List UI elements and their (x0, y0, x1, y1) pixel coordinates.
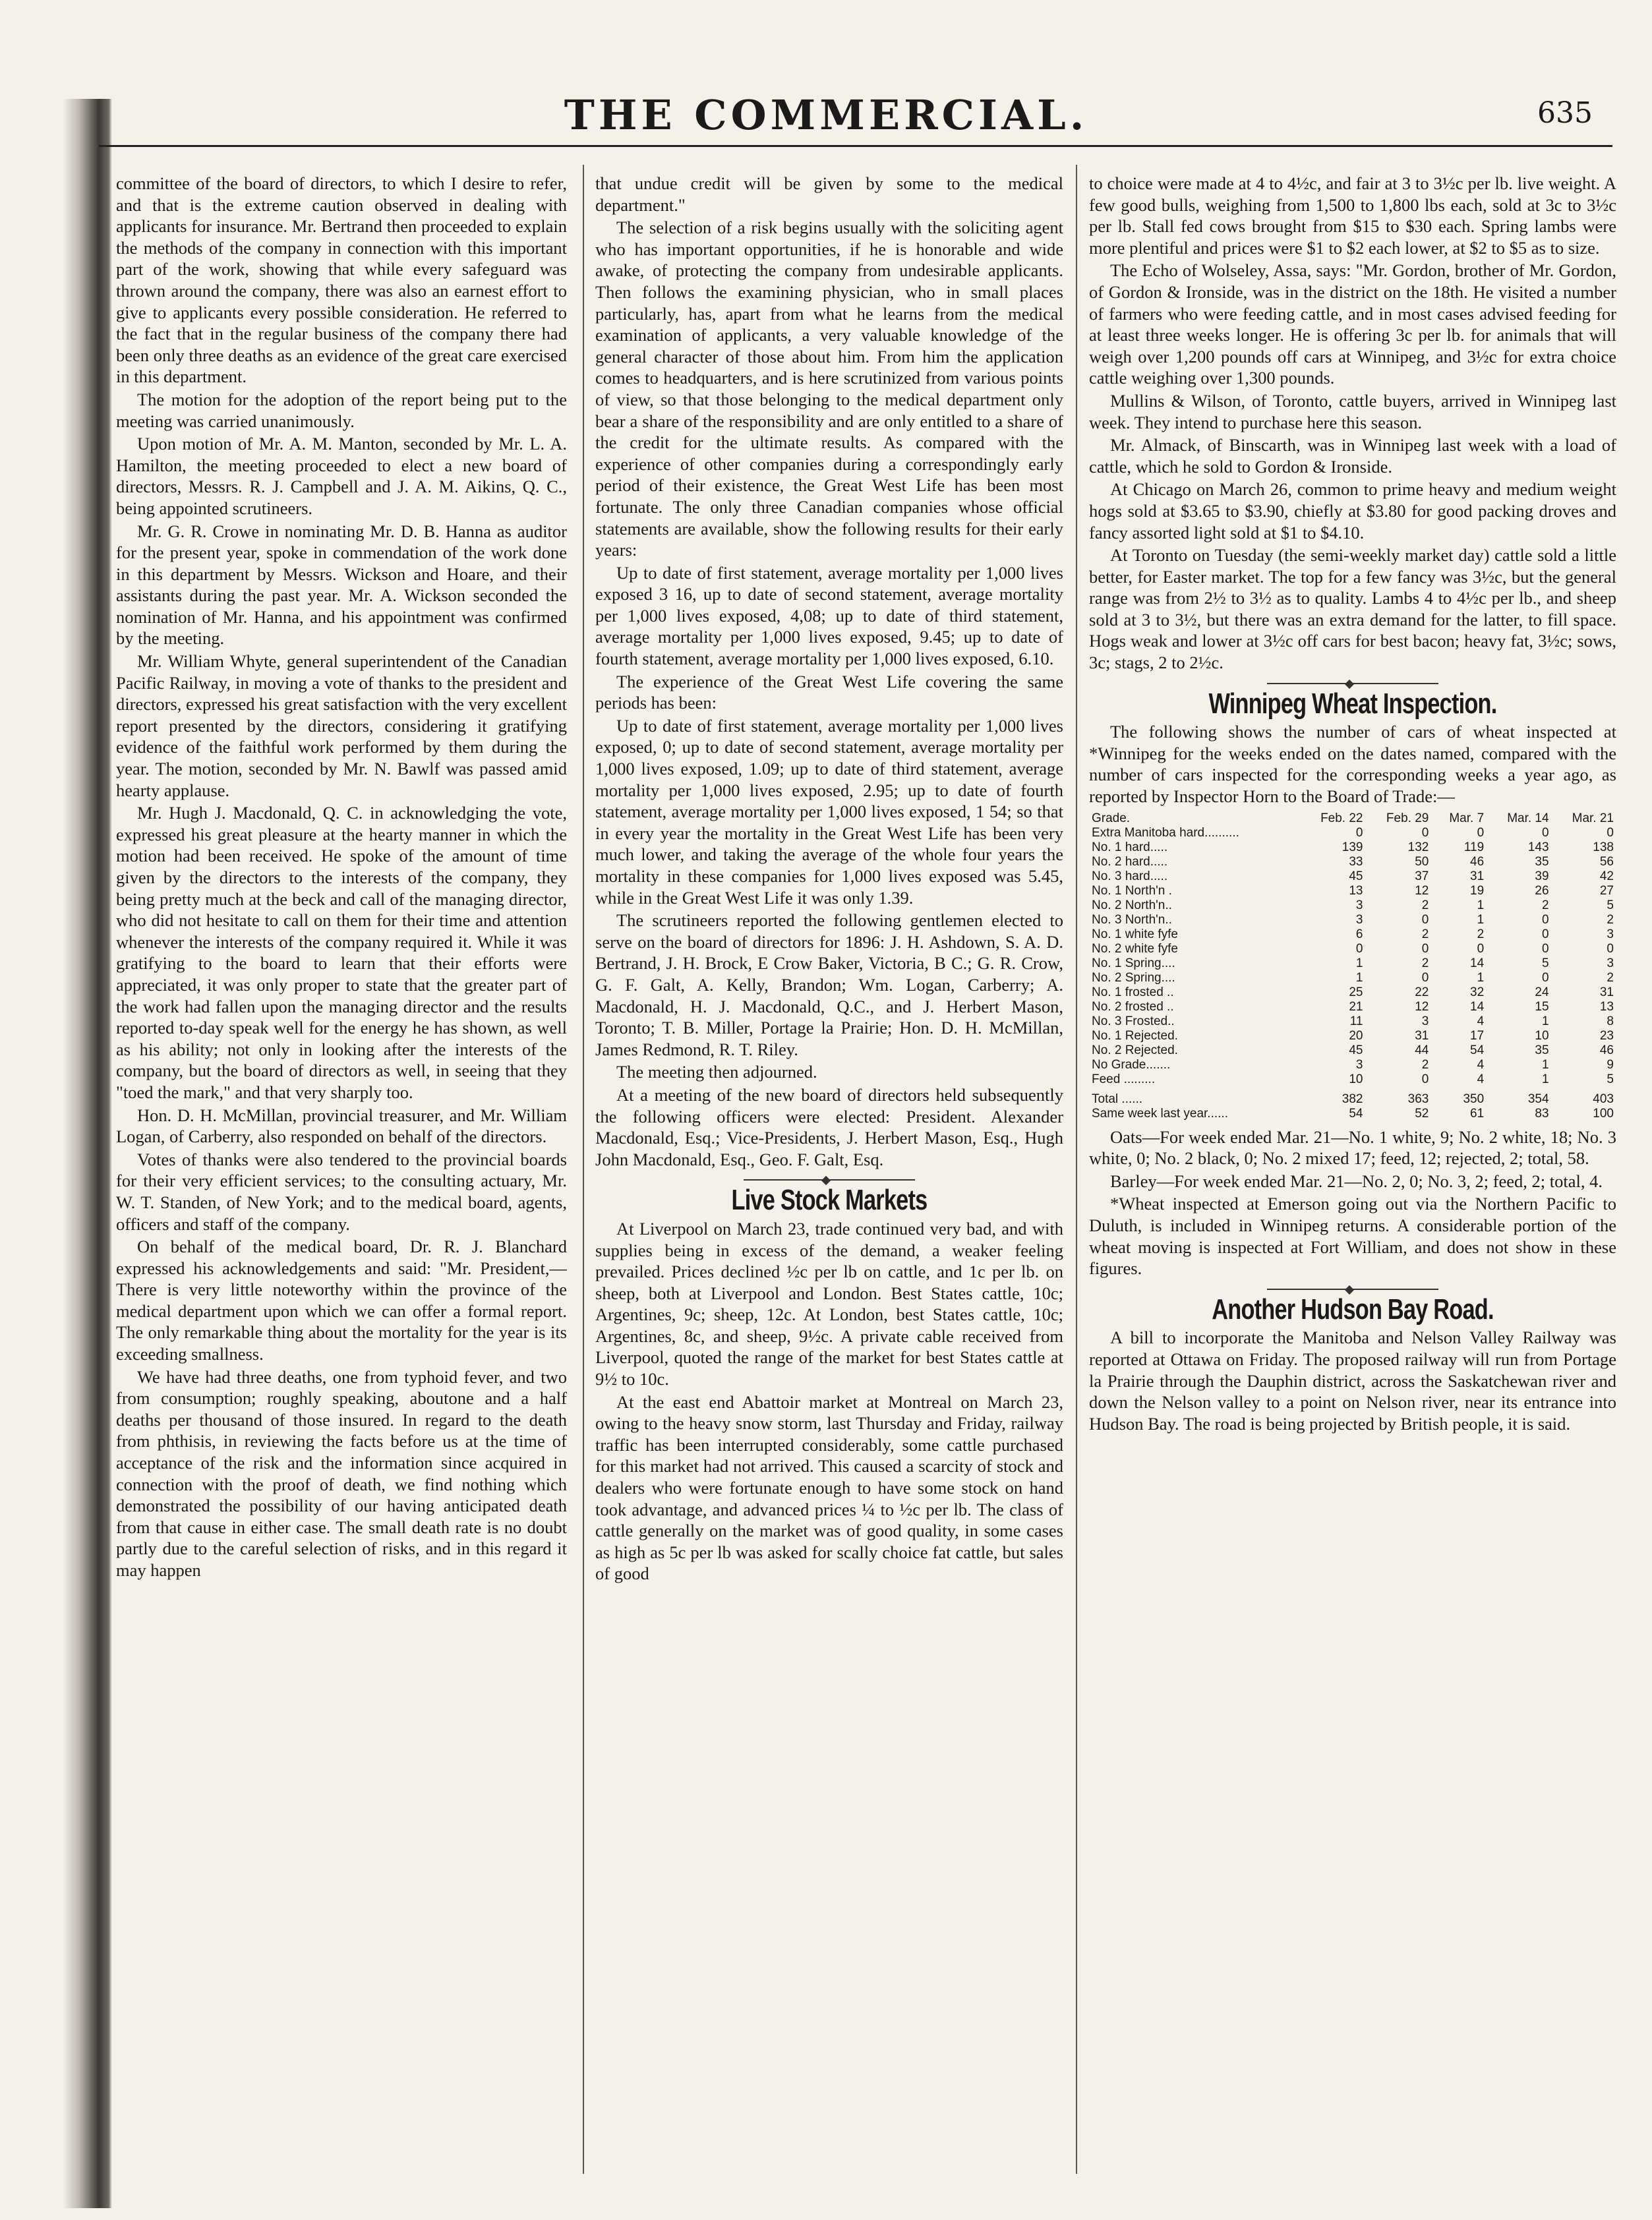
table-row (1089, 927, 1616, 942)
table-row (1089, 898, 1616, 913)
count-cell: 3 (1607, 927, 1614, 941)
count-cell: 3 (1355, 912, 1363, 927)
count-cell: 37 (1415, 869, 1429, 883)
count-cell: 52 (1415, 1106, 1429, 1121)
count-cell: 12 (1415, 999, 1429, 1014)
table-row (1089, 1043, 1616, 1058)
paragraph: that undue credit will be given by some to the medical department." (595, 173, 1063, 215)
count-cell: 2 (1541, 898, 1549, 912)
count-cell: 54 (1349, 1106, 1363, 1121)
column-divider (583, 165, 584, 2174)
count-cell: 382 (1342, 1092, 1363, 1106)
count-cell: 21 (1349, 999, 1363, 1014)
count-cell: 3 (1607, 956, 1614, 970)
grade-cell: No. 2 hard..... (1092, 854, 1168, 869)
grade-cell: No. 3 North'n.. (1092, 912, 1172, 927)
table-row (1089, 1087, 1616, 1107)
count-cell: 1 (1541, 1014, 1549, 1028)
count-cell: 45 (1349, 869, 1363, 883)
count-cell: 0 (1421, 1072, 1429, 1086)
table-row (1089, 956, 1616, 971)
table-header: Mar. 21 (1572, 811, 1614, 825)
grade-cell: No. 2 North'n.. (1092, 898, 1172, 912)
paragraph: The experience of the Great West Life covering the same periods has been: (595, 671, 1063, 713)
count-cell: 12 (1415, 883, 1429, 898)
count-cell: 350 (1463, 1092, 1485, 1106)
wheat-heading: Winnipeg Wheat Inspection. (1208, 687, 1497, 720)
count-cell: 6 (1355, 927, 1363, 941)
paragraph: Oats—For week ended Mar. 21—No. 1 white, 9; No. 2 white, 18; No. 3 white, 0; No. 2 black, 0; No. 2 mixed 17; feed, 12; rejected, 2; total, 58. (1089, 1126, 1616, 1169)
count-cell: 0 (1355, 941, 1363, 956)
table-header-row (1089, 811, 1616, 826)
count-cell: 14 (1470, 956, 1485, 970)
count-cell: 143 (1527, 840, 1549, 854)
count-cell: 17 (1470, 1028, 1485, 1043)
count-cell: 0 (1541, 970, 1549, 985)
count-cell: 139 (1342, 840, 1363, 854)
section-divider (744, 1179, 915, 1181)
table-row (1089, 1029, 1616, 1043)
count-cell: 5 (1607, 1072, 1614, 1086)
count-cell: 61 (1470, 1106, 1485, 1121)
count-cell: 10 (1535, 1028, 1549, 1043)
count-cell: 4 (1477, 1072, 1485, 1086)
count-cell: 20 (1349, 1028, 1363, 1043)
paragraph: Hon. D. H. McMillan, provincial treasurer, and Mr. William Logan, of Carberry, also responded on behalf of the directors. (116, 1105, 567, 1147)
paragraph: The selection of a risk begins usually with the soliciting agent who has important opportunities, if he is honorable and wide awake, of protecting the company from undesirable applicants. Then follows the examining physician, who in small places particularly, has, apart from what he learns from the medical examination of applicants, a very valuable knowledge of the general character of those about him. From him the application comes to headquarters, and is here scrutinized from various points of view, so that those belonging to the medical department only bear a share of the responsibility and are only entitled to a share of the credit for the ultimate results. As compared with the experience of other companies during a correspondingly early period of their existence, the Great West Life has been most fortunate. The only three Canadian companies whose official statements are available, show the following results for their early years: (595, 218, 1063, 560)
grade-cell: No. 2 Rejected. (1092, 1043, 1178, 1057)
paragraph: The meeting then adjourned. (616, 1062, 817, 1082)
count-cell: 0 (1421, 941, 1429, 956)
count-cell: 42 (1599, 869, 1614, 883)
paragraph: Up to date of first statement, average mortality per 1,000 lives exposed 3 16, up to date of second statement, average mortality per 1,000 lives exposed, 4,08; up to date of third statement, average mortality per 1,000 lives exposed, 9.45; up to date of fourth statement, average mortality per 1,000 lives exposed, 6.10. (595, 562, 1063, 669)
paragraph: to choice were made at 4 to 4½c, and fair at 3 to 3½c per lb. live weight. A few good bulls, weighing from 1,500 to 1,800 lbs each, sold at 3c to 3½c per lb. Stall fed cows brought from $15 to $30 each. Spring lambs were more plentiful and prices were $1 to $2 each lower, at $2 to $5 as to size. (1089, 173, 1616, 258)
count-cell: 2 (1607, 970, 1614, 985)
count-cell: 0 (1355, 825, 1363, 840)
count-cell: 2 (1421, 898, 1429, 912)
paragraph: The scrutineers reported the following gentlemen elected to serve on the board of directors for 1896: J. H. Ashdown, S. A. D. Bertrand, J. H. Brock, E Crow Baker, Victoria, B C.; G. R. Crow, G. F. Galt, A. Kelly, Brandon; Wm. Logan, Carberry; A. Macdonald, H. J. Macdonald, Q.C., and J. Herbert Mason, Toronto; T. B. Miller, Portage la Prairie; Hon. D. H. McMillan, James Redmond, R. T. Riley. (595, 910, 1063, 1059)
grade-cell: No. 2 frosted .. (1092, 999, 1174, 1014)
grade-cell: No. 2 white fyfe (1092, 941, 1178, 956)
paragraph: Up to date of first statement, average mortality per 1,000 lives exposed, 0; up to date of second statement, average mortality per 1,000 lives exposed, 1.09; up to date of third statement, average mortality per 1,000 lives exposed, 2.95; up to date of fourth statement, average mortality per 1,000 lives exposed, 1 54; so that in every year the mortality in the Great West Life has been very much lower, and taking the average of the whole four years the mortality in these companies for 1,000 lives exposed was 5.45, while in the Great West Life it was only 1.39. (595, 715, 1063, 908)
table-row (1089, 869, 1616, 884)
grade-cell: No. 1 Spring.... (1092, 956, 1175, 970)
count-cell: 1 (1541, 1057, 1549, 1072)
count-cell: 5 (1541, 956, 1549, 970)
table-row (1089, 884, 1616, 898)
count-cell: 46 (1470, 854, 1485, 869)
count-cell: 2 (1421, 956, 1429, 970)
count-cell: 39 (1535, 869, 1549, 883)
grade-cell: Total ...... (1092, 1092, 1143, 1106)
paragraph: On behalf of the medical board, Dr. R. J. Blanchard expressed his acknowledgements and said: "Mr. President,—There is very little noteworthy within the province of the medical department upon which we can offer a formal report. The only remarkable thing about the mortality for the year is its exceeding smallness. (116, 1237, 567, 1364)
count-cell: 1 (1355, 970, 1363, 985)
grade-cell: No. 2 Spring.... (1092, 970, 1175, 985)
count-cell: 403 (1593, 1092, 1614, 1106)
paragraph: At Chicago on March 26, common to prime heavy and medium weight hogs sold at $3.65 to $3.90, chiefly at $3.80 for good packing droves and fancy assorted light sold at $1 to $4.10. (1089, 479, 1616, 542)
count-cell: 45 (1349, 1043, 1363, 1057)
count-cell: 54 (1470, 1043, 1485, 1057)
column-1 (116, 173, 567, 2174)
count-cell: 2 (1477, 927, 1485, 941)
grade-cell: No. 1 hard..... (1092, 840, 1168, 854)
count-cell: 13 (1349, 883, 1363, 898)
count-cell: 15 (1535, 999, 1549, 1014)
grade-cell: Same week last year...... (1092, 1106, 1228, 1121)
table-header: Feb. 22 (1320, 811, 1363, 825)
count-cell: 0 (1477, 941, 1485, 956)
table-row (1089, 913, 1616, 927)
count-cell: 132 (1407, 840, 1429, 854)
count-cell: 3 (1421, 1014, 1429, 1028)
table-header: Mar. 14 (1507, 811, 1549, 825)
table-row (1089, 985, 1616, 1000)
table-row (1089, 855, 1616, 869)
count-cell: 56 (1599, 854, 1614, 869)
count-cell: 4 (1477, 1014, 1485, 1028)
newspaper-title: THE COMMERCIAL. (564, 91, 1088, 139)
count-cell: 83 (1535, 1106, 1549, 1121)
count-cell: 2 (1607, 912, 1614, 927)
grade-cell: No Grade....... (1092, 1057, 1171, 1072)
count-cell: 0 (1421, 912, 1429, 927)
grade-cell: No. 3 Frosted.. (1092, 1014, 1175, 1028)
count-cell: 0 (1607, 941, 1614, 956)
count-cell: 9 (1607, 1057, 1614, 1072)
count-cell: 46 (1599, 1043, 1614, 1057)
count-cell: 8 (1607, 1014, 1614, 1028)
page-number: 635 (1537, 96, 1593, 130)
table-header: Grade. (1092, 811, 1131, 825)
paragraph: Mr. Hugh J. Macdonald, Q. C. in acknowledging the vote, expressed his great pleasure at the hearty manner in which the motion had been received. He spoke of the amount of time given by the directors to the interests of the company, they being pretty much at the beck and call of the managing director, who did not hesitate to call on them for their time and attention whenever the interests of the company required it. While it was gratifying to the board to learn that their efforts were appreciated, it was only proper to state that the greater part of the work had fallen upon the managing director and the results reported to-day speak well for the energy he has shown, as well as his ability; not only in looking after the interests of the company, but the board of directors as well, in seeing that they "toed the mark," and that very sharply too. (116, 803, 567, 1102)
grade-cell: No. 1 North'n . (1092, 883, 1172, 898)
count-cell: 31 (1599, 985, 1614, 999)
paragraph: Upon motion of Mr. A. M. Manton, seconded by Mr. L. A. Hamilton, the meeting proceeded to elect a new board of directors, Messrs. R. J. Campbell and J. A. M. Aikins, Q. C., being appointed scrutineers. (116, 434, 567, 518)
paragraph: At a meeting of the new board of directors held subsequently the following officers were elected: President. Alexander Macdonald, Esq.; Vice-Presidents, J. Herbert Mason, Esq., Hugh John Macdonald, Esq., Geo. F. Galt, Esq. (595, 1084, 1063, 1169)
count-cell: 3 (1355, 898, 1363, 912)
count-cell: 27 (1599, 883, 1614, 898)
count-cell: 31 (1470, 869, 1485, 883)
table-header: Feb. 29 (1386, 811, 1429, 825)
paragraph: Barley—For week ended Mar. 21—No. 2, 0; No. 3, 2; feed, 2; total, 4. (1110, 1171, 1603, 1191)
grade-cell: No. 3 hard..... (1092, 869, 1168, 883)
count-cell: 14 (1470, 999, 1485, 1014)
grade-cell: No. 1 white fyfe (1092, 927, 1178, 941)
wheat-table (1089, 811, 1616, 1121)
count-cell: 0 (1421, 825, 1429, 840)
count-cell: 13 (1599, 999, 1614, 1014)
paragraph: The motion for the adoption of the report being put to the meeting was carried unanimously. (116, 389, 567, 431)
paragraph: Mullins & Wilson, of Toronto, cattle buyers, arrived in Winnipeg last week. They intend to purchase here this season. (1089, 390, 1616, 432)
table-row (1089, 1107, 1616, 1121)
count-cell: 23 (1599, 1028, 1614, 1043)
count-cell: 0 (1541, 941, 1549, 956)
paragraph: Votes of thanks were also tendered to the provincial boards for their very efficient services; to the consulting actuary, Mr. W. T. Standen, of New York; and to the medical board, agents, officers and staff of the company. (116, 1149, 567, 1234)
livestock-heading: Live Stock Markets (731, 1184, 928, 1217)
paragraph: Mr. Almack, of Binscarth, was in Winnipeg last week with a load of cattle, which he sold to Gordon & Ironside. (1089, 435, 1616, 477)
count-cell: 32 (1470, 985, 1485, 999)
table-row (1089, 942, 1616, 956)
count-cell: 0 (1541, 825, 1549, 840)
count-cell: 10 (1349, 1072, 1363, 1086)
count-cell: 35 (1535, 1043, 1549, 1057)
section-divider (1267, 683, 1438, 684)
count-cell: 0 (1607, 825, 1614, 840)
count-cell: 44 (1415, 1043, 1429, 1057)
count-cell: 0 (1421, 970, 1429, 985)
count-cell: 138 (1593, 840, 1614, 854)
count-cell: 2 (1421, 1057, 1429, 1072)
hudson-heading: Another Hudson Bay Road. (1212, 1293, 1494, 1326)
count-cell: 0 (1541, 927, 1549, 941)
column-divider (1076, 165, 1077, 2174)
count-cell: 4 (1477, 1057, 1485, 1072)
grade-cell: Feed ......... (1092, 1072, 1156, 1086)
count-cell: 1 (1477, 898, 1485, 912)
count-cell: 19 (1470, 883, 1485, 898)
count-cell: 1 (1355, 956, 1363, 970)
count-cell: 35 (1535, 854, 1549, 869)
table-header: Mar. 7 (1449, 811, 1485, 825)
count-cell: 2 (1421, 927, 1429, 941)
paragraph: committee of the board of directors, to which I desire to refer, and that is the extreme caution observed in dealing with applicants for insurance. Mr. Bertrand then proceeded to explain the methods of the company in connection with this important part of the work, showing that while every safeguard was thrown around the company, there was also an earnest effort to give to applicants every possible consideration. He referred to the fact that in the regular business of the company there had been only three deaths as an evidence of the great care exercised in this department. (116, 173, 567, 387)
paragraph: *Wheat inspected at Emerson going out via the Northern Pacific to Duluth, is included in Winnipeg returns. A considerable portion of the wheat moving is inspected at Fort William, and does not show in these figures. (1089, 1194, 1616, 1279)
count-cell: 24 (1535, 985, 1549, 999)
paragraph: At Toronto on Tuesday (the semi-weekly market day) cattle sold a little better, for Easter market. The top for a few fancy was 3½c, but the general range was from 2½ to 3½ as to quality. Lambs 4 to 4½c per lb., and sheep sold at 3 to 3½, but there was an extra demand for the latter, to fill space. Hogs weak and lower at 3½c off cars for best bacon; heavy fat, 3½c; sows, 3c; stags, 2 to 2½c. (1089, 545, 1616, 673)
paragraph: A bill to incorporate the Manitoba and Nelson Valley Railway was reported at Ottawa on Friday. The proposed railway will run from Portage la Prairie through the Dauphin district, across the Saskatchewan river and down the Nelson valley to a point on Nelson river, near its entrance into Hudson Bay. The road is being projected by British people, it is said. (1089, 1328, 1616, 1434)
count-cell: 354 (1527, 1092, 1549, 1106)
count-cell: 1 (1541, 1072, 1549, 1086)
grade-cell: No. 1 Rejected. (1092, 1028, 1178, 1043)
paragraph: At the east end Abattoir market at Montreal on March 23, owing to the heavy snow storm, last Thursday and Friday, railway traffic has been interrupted considerably, some cattle purchased for this market had not arrived. This caused a scarcity of stock and dealers who were fortunate enough to have some stock on hand took advantage, and advanced prices ¼ to ½c per lb. The class of cattle generally on the market was of good quality, in some cases as high as 5c per lb was asked for scally choice fat cattle, but sales of good (595, 1391, 1063, 1584)
column-3 (1089, 173, 1616, 2174)
grade-cell: Extra Manitoba hard.......... (1092, 825, 1239, 840)
count-cell: 363 (1407, 1092, 1429, 1106)
count-cell: 31 (1415, 1028, 1429, 1043)
table-row (1089, 1058, 1616, 1072)
paragraph: The following shows the number of cars of wheat inspected at *Winnipeg for the weeks ended on the dates named, compared with the number of cars inspected for the corresponding weeks a year ago, as reported by Inspector Horn to the Board of Trade:— (1089, 722, 1616, 807)
count-cell: 3 (1355, 1057, 1363, 1072)
count-cell: 100 (1593, 1106, 1614, 1121)
count-cell: 119 (1463, 840, 1485, 854)
table-row (1089, 840, 1616, 855)
scan-binding-shadow (0, 99, 112, 2208)
table-row (1089, 1000, 1616, 1014)
count-cell: 25 (1349, 985, 1363, 999)
count-cell: 22 (1415, 985, 1429, 999)
count-cell: 33 (1349, 854, 1363, 869)
paragraph: The Echo of Wolseley, Assa, says: "Mr. Gordon, brother of Mr. Gordon, of Gordon & Ironside, was in the district on the 18th. He visited a number of farmers who were feeding cattle, and in most cases advised feeding for at least three weeks longer. He is offering 3c per lb. for animals that will weigh over 1,200 pounds off cars at Winnipeg, and 3½c for extra choice cattle weighing over 1,300 pounds. (1089, 260, 1616, 388)
count-cell: 1 (1477, 970, 1485, 985)
count-cell: 0 (1477, 825, 1485, 840)
masthead (0, 79, 1652, 152)
paragraph: We have had three deaths, one from typhoid fever, and two from consumption; roughly speaking, aboutone and a half deaths per thousand of those insured. In regard to the death from phthisis, in reviewing the facts before us at the time of acceptance of the risk and the information since acquired in connection with the proof of death, we find nothing which demonstrated the possibility of our having anticipated death from that cause in either case. The small death rate is no doubt partly due to the careful selection of risks, and in this regard it may happen (116, 1366, 567, 1580)
paragraph: Mr. William Whyte, general superintendent of the Canadian Pacific Railway, in moving a vote of thanks to the president and directors, expressed his great satisfaction with the very excellent report presented by the directors, considering it gratifying evidence of the faithful work performed by them during the year. The motion, seconded by Mr. N. Bawlf was passed amid hearty applause. (116, 651, 567, 800)
column-2 (595, 173, 1063, 2174)
count-cell: 50 (1415, 854, 1429, 869)
masthead-rule (99, 145, 1612, 147)
table-row (1089, 1072, 1616, 1087)
count-cell: 11 (1349, 1014, 1363, 1028)
count-cell: 26 (1535, 883, 1549, 898)
count-cell: 0 (1541, 912, 1549, 927)
table-row (1089, 971, 1616, 985)
paragraph: At Liverpool on March 23, trade continued very bad, and with supplies being in excess of the demand, a weaker feeling prevailed. Prices declined ½c per lb on cattle, and 1c per lb. on sheep, both at Liverpool and London. Best States cattle, 10c; Argentines, 9c; sheep, 12c. At London, best States cattle, 10c; Argentines, 8c, and sheep, 9½c. A private cable received from Liverpool, quoted the range of the market for best States cattle at 9½ to 10c. (595, 1218, 1063, 1389)
wheat-table-body (1089, 826, 1616, 1121)
grade-cell: No. 1 frosted .. (1092, 985, 1174, 999)
count-cell: 1 (1477, 912, 1485, 927)
count-cell: 5 (1607, 898, 1614, 912)
paragraph: Mr. G. R. Crowe in nominating Mr. D. B. Hanna as auditor for the present year, spoke in commendation of the work done in this department by Messrs. Wickson and Hoare, and their assistants during the past year. Mr. A. Wickson seconded the nomination of Mr. Hanna, and his appointment was confirmed by the meeting. (116, 521, 567, 649)
section-divider (1267, 1289, 1438, 1290)
table-row (1089, 1014, 1616, 1029)
table-row (1089, 826, 1616, 840)
